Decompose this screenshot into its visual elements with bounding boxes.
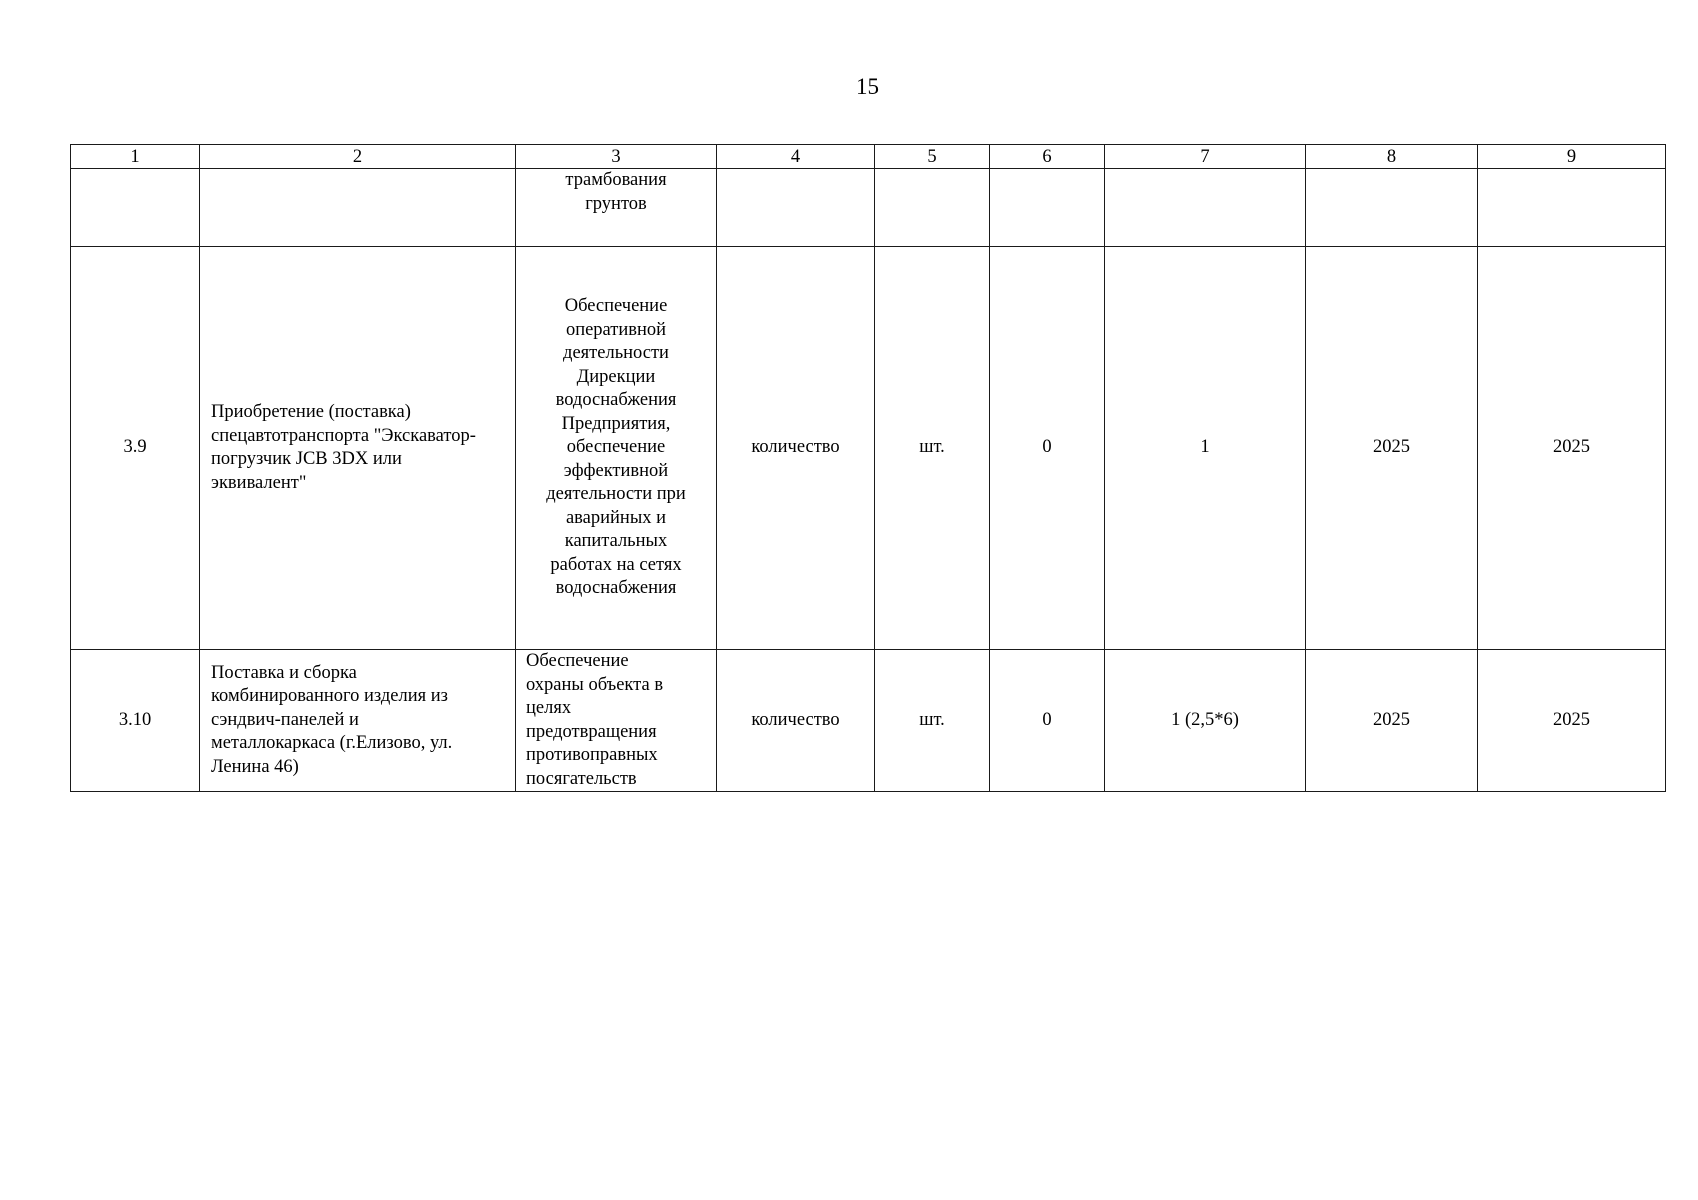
indicator-cell: количество	[717, 247, 875, 650]
column-header: 7	[1105, 145, 1306, 169]
table-row	[71, 247, 1666, 650]
row-number-cell: 3.10	[71, 650, 200, 792]
measure-name-cell	[200, 650, 516, 792]
base-value-cell: 0	[990, 247, 1105, 650]
column-header: 6	[990, 145, 1105, 169]
unit-cell: шт.	[875, 650, 990, 792]
cell-line: комбинированного изделия из	[211, 686, 448, 707]
cell-line: целях	[526, 698, 572, 718]
table-row	[71, 650, 1666, 792]
column-header: 3	[516, 145, 717, 169]
year-end-cell: 2025	[1478, 650, 1666, 792]
column-header: 8	[1306, 145, 1478, 169]
cell-line: аварийных и	[565, 507, 667, 528]
cell-line: Ленина 46)	[211, 756, 299, 777]
cell-line: металлокаркаса (г.Елизово, ул.	[211, 733, 453, 754]
table-cell	[1478, 169, 1666, 247]
page-number: 15	[856, 74, 879, 99]
cell-line: эффективной	[563, 460, 669, 481]
table-cell	[71, 169, 200, 247]
table-cell	[717, 169, 875, 247]
cell-line: Обеспечение	[564, 296, 668, 317]
target-value-cell: 1 (2,5*6)	[1105, 650, 1306, 792]
cell-line: обеспечение	[566, 437, 666, 458]
column-header: 2	[200, 145, 516, 169]
cell-line: погрузчик JCB 3DX или	[211, 449, 402, 469]
table-cell	[875, 169, 990, 247]
cell-line: противоправных	[526, 745, 658, 765]
cell-line: Дирекции	[576, 366, 656, 387]
table-cell	[990, 169, 1105, 247]
column-header: 1	[71, 145, 200, 169]
continued-row	[71, 169, 1666, 247]
column-header: 9	[1478, 145, 1666, 169]
cell-line: грунтов	[585, 193, 647, 214]
cell-line: предотвращения	[526, 721, 657, 742]
table-cell	[1105, 169, 1306, 247]
cell-line: деятельности при	[546, 484, 686, 505]
table-cell	[1306, 169, 1478, 247]
purpose-cell	[516, 247, 717, 650]
year-start-cell: 2025	[1306, 247, 1478, 650]
target-value-cell: 1	[1105, 247, 1306, 650]
cell-line: спецавтотранспорта "Экскаватор-	[211, 425, 476, 446]
cell-line: Приобретение (поставка)	[211, 402, 411, 422]
base-value-cell: 0	[990, 650, 1105, 792]
measures-table	[70, 144, 1666, 792]
year-start-cell: 2025	[1306, 650, 1478, 792]
cell-line: деятельности	[563, 343, 669, 364]
row-number-cell: 3.9	[71, 247, 200, 650]
cell-line: водоснабжения	[555, 578, 677, 599]
cell-line: посягательств	[526, 768, 637, 789]
cell-line: работах на сетях	[550, 554, 682, 575]
cell-line: трамбования	[565, 170, 667, 190]
measure-name-cell	[200, 247, 516, 650]
cell-line: охраны объекта в	[526, 674, 664, 695]
year-end-cell: 2025	[1478, 247, 1666, 650]
cell-line: капитальных	[564, 531, 668, 552]
unit-cell: шт.	[875, 247, 990, 650]
cell-line: сэндвич-панелей и	[211, 709, 359, 730]
purpose-cell	[516, 169, 717, 247]
column-header: 5	[875, 145, 990, 169]
purpose-cell	[516, 650, 717, 792]
indicator-cell: количество	[717, 650, 875, 792]
cell-line: оперативной	[565, 319, 667, 340]
column-number-header-row	[71, 145, 1666, 169]
cell-line: Поставка и сборка	[211, 662, 357, 683]
column-header: 4	[717, 145, 875, 169]
cell-line: водоснабжения	[555, 390, 677, 411]
cell-line: эквивалент"	[211, 472, 307, 493]
table-cell	[200, 169, 516, 247]
cell-line: Предприятия,	[561, 413, 671, 434]
cell-line: Обеспечение	[526, 651, 629, 671]
